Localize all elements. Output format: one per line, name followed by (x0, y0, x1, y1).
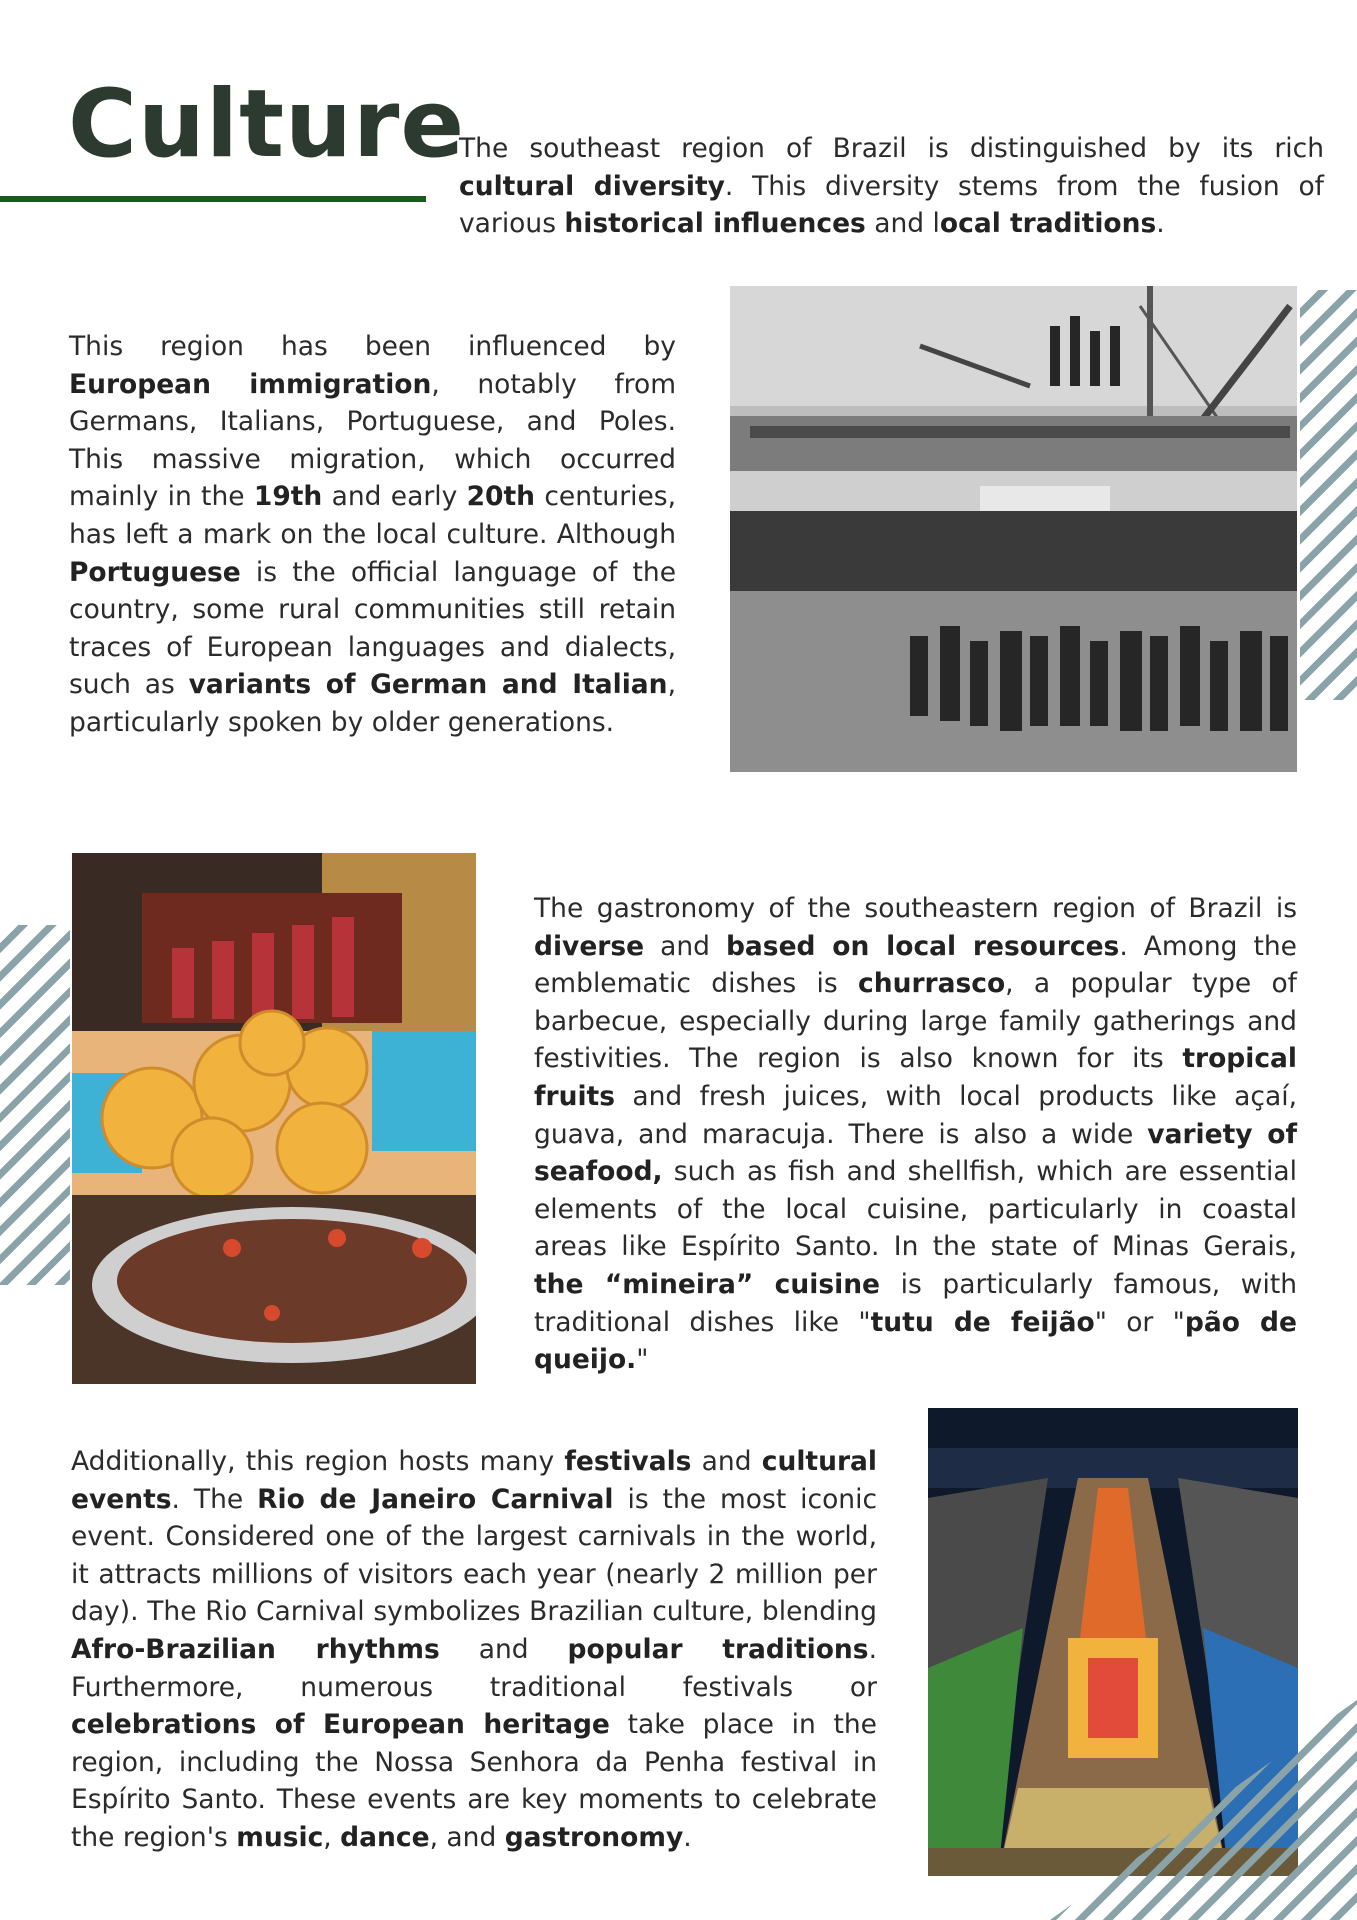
food-collage-photo (72, 853, 476, 1384)
emphasis-text: gastronomy (504, 1821, 684, 1853)
body-text: such as fish and shellfish, which are essential elements of the local cuisine, particularly in coastal areas like Espírito Santo. In the state of Minas Gerais, (534, 1156, 1297, 1263)
body-text: Additionally, this region hosts many (71, 1446, 565, 1477)
emphasis-text: ocal traditions (939, 208, 1157, 240)
body-text: centuries, has left a mark on the local culture. Although (69, 481, 676, 550)
emphasis-text: celebrations of European heritage (71, 1709, 610, 1741)
emphasis-text: cultural events (71, 1446, 877, 1515)
body-text: , particularly spoken by older generations. (69, 669, 676, 738)
body-text: This region has been influenced by (69, 331, 676, 362)
emphasis-text: tutu de feijão (870, 1306, 1095, 1338)
body-text: , a popular type of barbecue, especially during large family gatherings and festivities. The region is also known for its (534, 968, 1297, 1075)
emphasis-text: popular traditions (567, 1633, 869, 1665)
emphasis-text: diverse (534, 930, 645, 962)
body-text: . The (171, 1483, 258, 1515)
intro-paragraph (459, 130, 1324, 243)
body-text: . Furthermore, numerous traditional festivals or (71, 1633, 877, 1703)
page-title: Culture (68, 70, 466, 179)
festivals-paragraph (71, 1443, 877, 1857)
body-text: The gastronomy of the southeastern region of Brazil is (534, 893, 1297, 924)
emphasis-text: Afro-Brazilian rhythms (71, 1633, 440, 1665)
body-text: , notably from Germans, Italians, Portuguese, and Poles. This massive migration, which occurred mainly in the (69, 368, 677, 513)
body-text: and (644, 930, 726, 962)
body-text: The southeast region of Brazil is distinguished by its rich (459, 133, 1324, 164)
body-text: take place in the region, including the Nossa Senhora da Penha festival in Espírito Santo. These events are key moments to celebrate the region's (71, 1709, 877, 1853)
emphasis-text: Portuguese (69, 556, 241, 588)
emphasis-text: 19th (253, 481, 323, 513)
title-underline (0, 196, 426, 202)
emphasis-text: variety of seafood, (534, 1118, 1298, 1188)
body-text: is particularly famous, with traditional dishes like " (534, 1268, 1298, 1338)
immigrant-ship-photo (730, 286, 1297, 772)
body-text: is the most iconic event. Considered one of the largest carnivals in the world, it attracts millions of visitors each year (nearly 2 million per day). The Rio Carnival symbolizes Brazilian culture, blending (71, 1483, 878, 1628)
body-text: and (439, 1633, 568, 1665)
emphasis-text: European immigration (69, 368, 432, 400)
emphasis-text: historical influences (564, 208, 866, 240)
body-text: and fresh juices, with local products like açaí, guava, and maracuja. There is also a wide (534, 1080, 1297, 1150)
body-text: , and (429, 1821, 505, 1853)
body-text: " (636, 1344, 649, 1376)
gastronomy-paragraph (534, 890, 1297, 1379)
emphasis-text: Rio de Janeiro Carnival (257, 1483, 614, 1515)
emphasis-text: music (236, 1821, 324, 1853)
body-text: . This diversity stems from the fusion of various (459, 170, 1324, 240)
decorative-stripes-top-right (1300, 290, 1357, 700)
emphasis-text: churrasco (858, 968, 1006, 1000)
body-text: and (691, 1446, 762, 1477)
body-text: and early (322, 481, 467, 513)
emphasis-text: the “mineira” cuisine (534, 1268, 881, 1300)
emphasis-text: cultural diversity (459, 170, 725, 202)
body-text: . Among the emblematic dishes is (534, 930, 1297, 1000)
body-text: . (1156, 208, 1165, 240)
emphasis-text: variants of German and Italian (188, 669, 668, 701)
emphasis-text: 20th (466, 481, 536, 513)
emphasis-text: based on local resources (725, 930, 1120, 962)
body-text: and l (865, 208, 940, 240)
immigration-paragraph (69, 328, 676, 742)
body-text: is the official language of the country, some rural communities still retain traces of European languages and dialects, such as (69, 556, 676, 701)
emphasis-text: tropical fruits (534, 1043, 1297, 1112)
body-text: , (323, 1821, 341, 1853)
body-text: " or " (1094, 1306, 1185, 1338)
emphasis-text: festivals (564, 1446, 692, 1477)
emphasis-text: dance (340, 1821, 430, 1853)
emphasis-text: pão de queijo. (534, 1306, 1298, 1376)
decorative-stripes-left (0, 925, 70, 1285)
body-text: . (683, 1821, 692, 1853)
